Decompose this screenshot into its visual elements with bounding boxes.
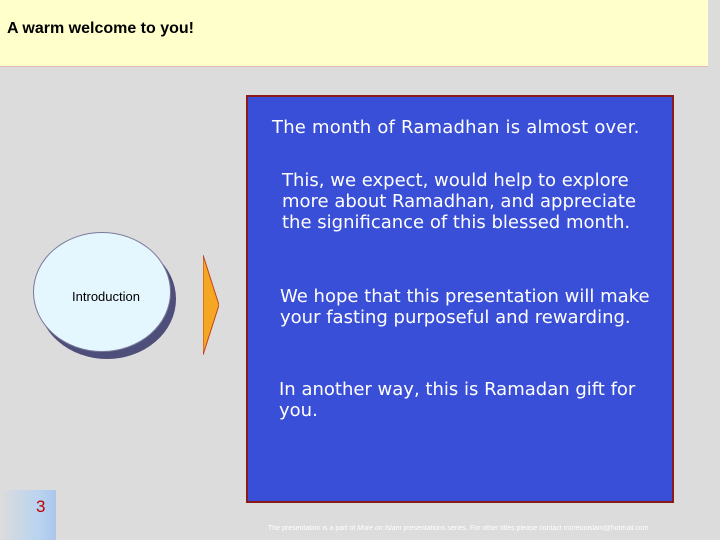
paragraph-1: The month of Ramadhan is almost over. (272, 117, 640, 138)
slide-number: 3 (36, 497, 46, 516)
footer-text-prefix: The presentation is a part of (268, 525, 358, 532)
slide-title: A warm welcome to you! (7, 20, 194, 37)
footer-series-name: More on Islam (357, 525, 402, 532)
circle-label: Introduction (72, 289, 140, 304)
footer-note (268, 525, 713, 532)
title-bar (0, 0, 708, 67)
paragraph-3: We hope that this presentation will make your fasting purposeful and rewarding. (280, 286, 650, 328)
paragraph-4: In another way, this is Ramadan gift for you. (279, 379, 636, 421)
arrow-right-icon (203, 255, 219, 355)
footer-text-suffix: presentations series. For other titles please contact moreonislam@hotmail.com (401, 525, 649, 532)
content-panel (246, 95, 674, 503)
introduction-node (33, 232, 179, 360)
slide-number-panel (0, 490, 56, 540)
paragraph-2: This, we expect, would help to explore more about Ramadhan, and appreciate the significance of this blessed month. (282, 170, 637, 233)
